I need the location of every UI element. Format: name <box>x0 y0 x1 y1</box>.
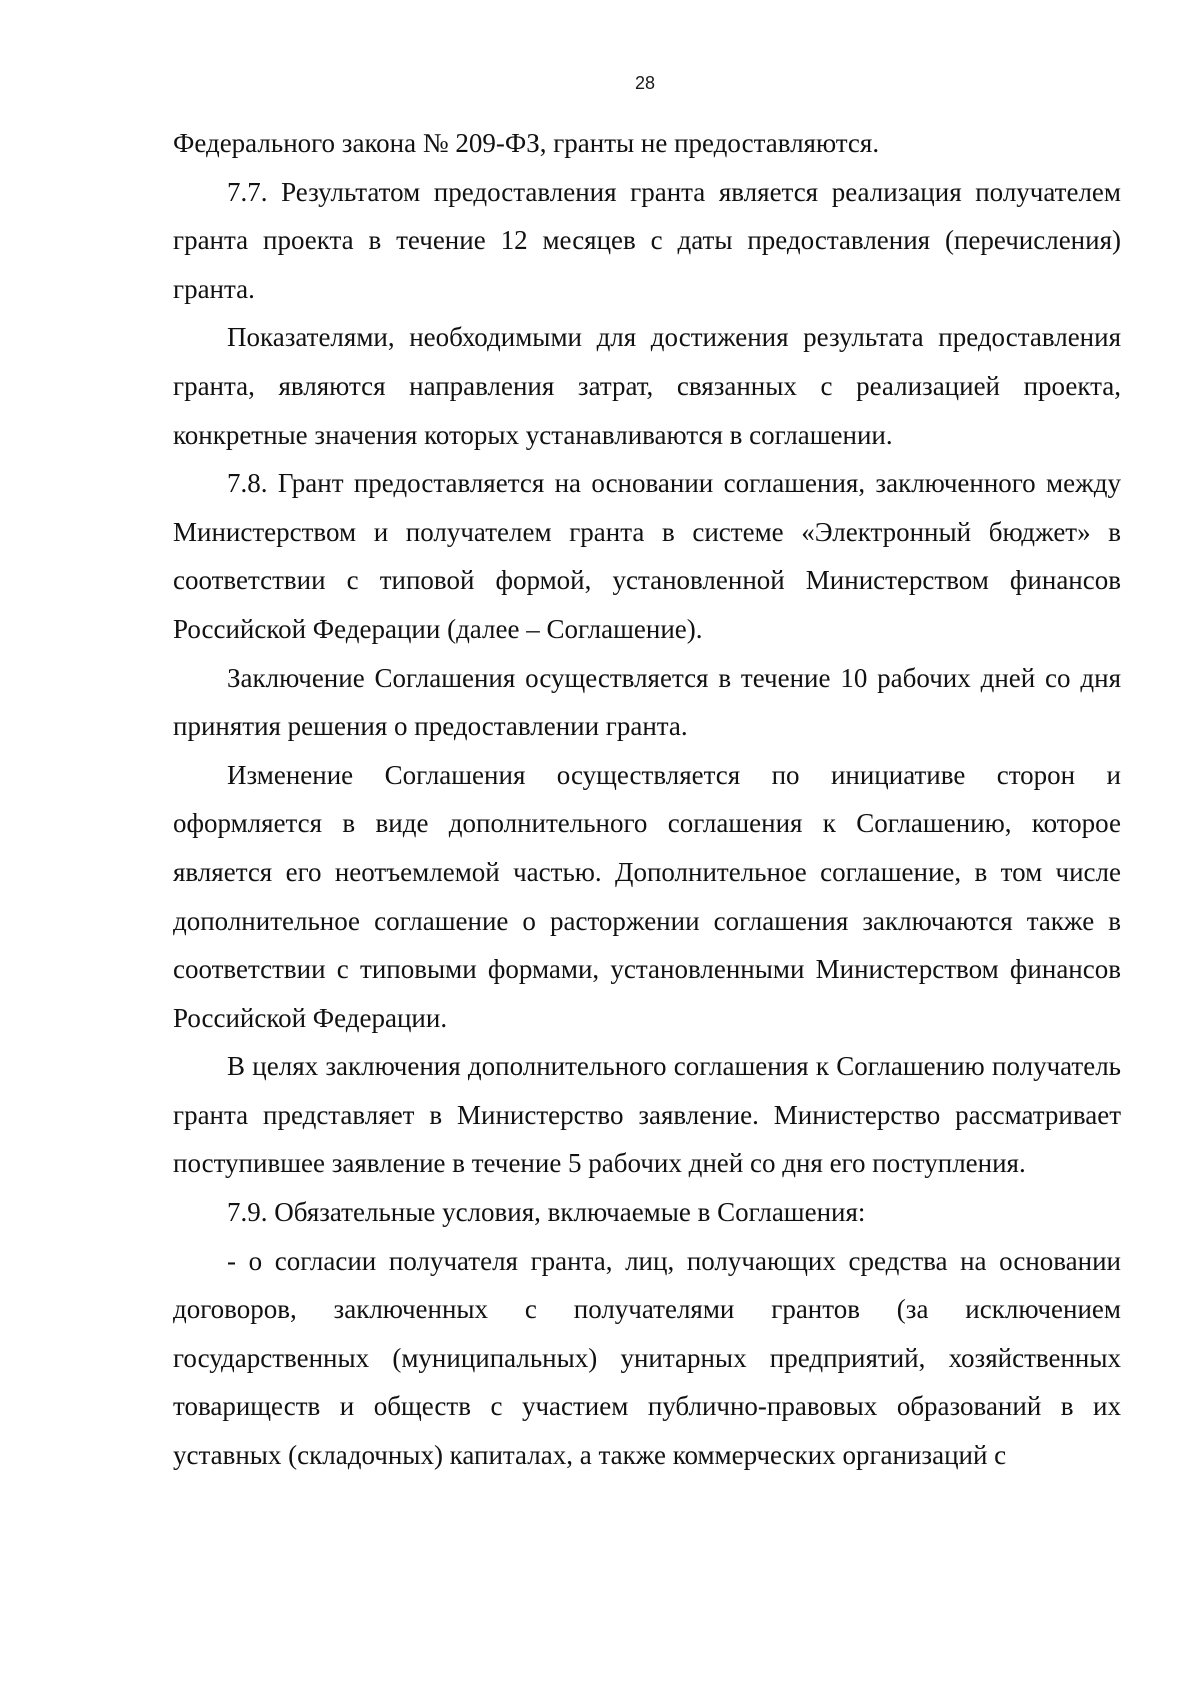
paragraph-agreement-conclusion: Заключение Соглашения осуществляется в течение 10 рабочих дней со дня принятия решения о предоставлении гранта. <box>173 662 1121 742</box>
paragraph-additional-agreement: В целях заключения дополнительного соглашения к Соглашению получатель гранта представляет в Министерство заявление. Министерство рассматривает поступившее заявление в течение 5 рабочих дней со дня его поступления. <box>173 1051 1121 1179</box>
paragraph-consent-condition: - о согласии получателя гранта, лиц, получающих средства на основании договоров, заключенных с получателями грантов (за исключением государственных (муниципальных) унитарных предприятий, хозяйственных товариществ и обществ с участием публично-правовых образований в их уставных (складочных) капиталах, а также коммерческих организаций с <box>173 1245 1121 1471</box>
paragraph-continuation: Федерального закона № 209-ФЗ, гранты не предоставляются. <box>173 128 880 158</box>
page-number: 28 <box>634 73 656 93</box>
paragraph-7-7: 7.7. Результатом предоставления гранта является реализация получателем гранта проекта в течение 12 месяцев с даты предоставления (перечисления) гранта. <box>173 176 1121 304</box>
paragraph-7-8: 7.8. Грант предоставляется на основании соглашения, заключенного между Министерством и получателем гранта в системе «Электронный бюджет» в соответствии с типовой формой, установленной Министерством финансов Российской Федерации (далее – Соглашение). <box>173 468 1121 644</box>
paragraph-indicators: Показателями, необходимыми для достижения результата предоставления гранта, являются направления затрат, связанных с реализацией проекта, конкретные значения которых устанавливаются в соглашении. <box>173 322 1121 450</box>
paragraph-agreement-change: Изменение Соглашения осуществляется по инициативе сторон и оформляется в виде дополнительного соглашения к Соглашению, которое является его неотъемлемой частью. Дополнительное соглашение, в том числе дополнительное соглашение о расторжении соглашения заключаются также в соответствии с типовыми формами, установленными Министерством финансов Российской Федерации. <box>173 759 1121 1033</box>
document-body <box>173 119 1121 1480</box>
paragraph-7-9: 7.9. Обязательные условия, включаемые в Соглашения: <box>227 1197 866 1228</box>
